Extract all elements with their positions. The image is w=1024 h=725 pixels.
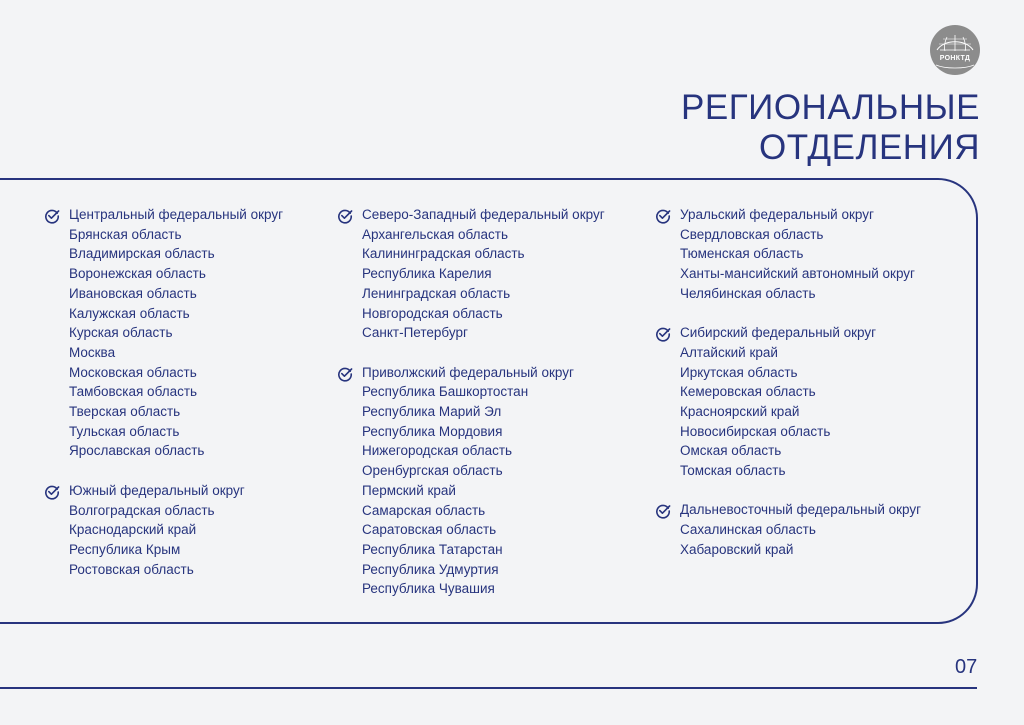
check-circle-icon (44, 208, 60, 224)
region-item: Ивановская область (69, 285, 197, 301)
region-item: Ханты-мансийский автономный округ (680, 266, 915, 282)
region-item: Свердловская область (680, 226, 824, 242)
region-item: Пермский край (362, 482, 456, 498)
check-circle-icon (337, 366, 353, 382)
district-northwestern (337, 205, 605, 343)
region-item: Кемеровская область (680, 384, 816, 400)
globe-icon (930, 25, 980, 75)
region-item: Калининградская область (362, 246, 525, 262)
region-item: Москва (69, 344, 116, 360)
region-item: Республика Крым (69, 541, 181, 557)
region-item: Саратовская область (362, 522, 497, 538)
check-circle-icon (44, 484, 60, 500)
district-far-eastern (655, 500, 921, 559)
district-name: Дальневосточный федеральный округ (680, 502, 922, 518)
region-item: Нижегородская область (362, 443, 513, 459)
region-item: Республика Карелия (362, 266, 492, 282)
page-title (681, 88, 980, 168)
bottom-divider (0, 687, 977, 689)
region-item: Самарская область (362, 502, 486, 518)
district-name: Уральский федеральный округ (680, 207, 874, 222)
region-item: Брянская область (69, 226, 182, 242)
region-item: Республика Мордовия (362, 423, 503, 439)
district-name: Центральный федеральный округ (69, 207, 284, 222)
district-name: Приволжский федеральный округ (362, 364, 574, 380)
region-item: Ленинградская область (362, 285, 511, 301)
district-central (44, 205, 283, 461)
check-circle-icon (337, 208, 353, 224)
region-item: Сахалинская область (680, 522, 816, 538)
region-item: Иркутская область (680, 364, 798, 380)
column-3 (655, 205, 921, 579)
region-item: Новгородская область (362, 305, 503, 321)
check-circle-icon (655, 326, 671, 342)
check-circle-icon (655, 503, 671, 519)
region-item: Курская область (69, 325, 173, 341)
region-item: Московская область (69, 364, 197, 380)
region-item: Ярославская область (69, 443, 205, 459)
title-line-2: ОТДЕЛЕНИЯ (758, 128, 980, 167)
column-1 (44, 205, 283, 599)
title-line-1: РЕГИОНАЛЬНЫЕ (681, 88, 980, 127)
district-siberian (655, 323, 921, 481)
region-item: Краснодарский край (69, 522, 197, 538)
region-item: Томская область (680, 463, 786, 479)
region-item: Оренбургская область (362, 463, 503, 479)
region-item: Тамбовская область (69, 384, 198, 400)
check-circle-icon (655, 208, 671, 224)
district-southern (44, 481, 283, 580)
column-2 (337, 205, 605, 619)
region-item: Хабаровский край (680, 541, 794, 557)
region-item: Алтайский край (680, 344, 778, 360)
region-item: Тюменская область (680, 246, 804, 262)
region-item: Челябинская область (680, 285, 816, 301)
region-item: Красноярский край (680, 403, 800, 419)
district-name: Сибирский федеральный округ (680, 325, 877, 341)
region-item: Республика Башкортостан (362, 384, 529, 400)
district-volga (337, 363, 605, 599)
region-item: Республика Татарстан (362, 541, 503, 557)
region-item: Республика Марий Эл (362, 403, 502, 419)
ronktd-logo (930, 25, 980, 75)
region-item: Волгоградская область (69, 502, 215, 518)
region-item: Владимирская область (69, 246, 215, 262)
region-item: Республика Удмуртия (362, 561, 499, 577)
region-item: Новосибирская область (680, 423, 831, 439)
page-number: 07 (955, 656, 978, 678)
region-item: Калужская область (69, 305, 190, 321)
region-item: Республика Чувашия (362, 581, 495, 597)
region-item: Воронежская область (69, 266, 206, 282)
logo-text: РОНКТД (939, 55, 971, 62)
region-item: Архангельская область (362, 226, 509, 242)
district-name: Северо-Западный федеральный округ (362, 207, 605, 222)
region-item: Тульская область (69, 423, 180, 439)
region-item: Тверская область (69, 404, 181, 420)
district-ural (655, 205, 921, 304)
region-item: Санкт-Петербург (362, 325, 468, 341)
district-name: Южный федеральный округ (69, 482, 245, 498)
region-item: Омская область (680, 443, 782, 459)
region-item: Ростовская область (69, 561, 194, 577)
